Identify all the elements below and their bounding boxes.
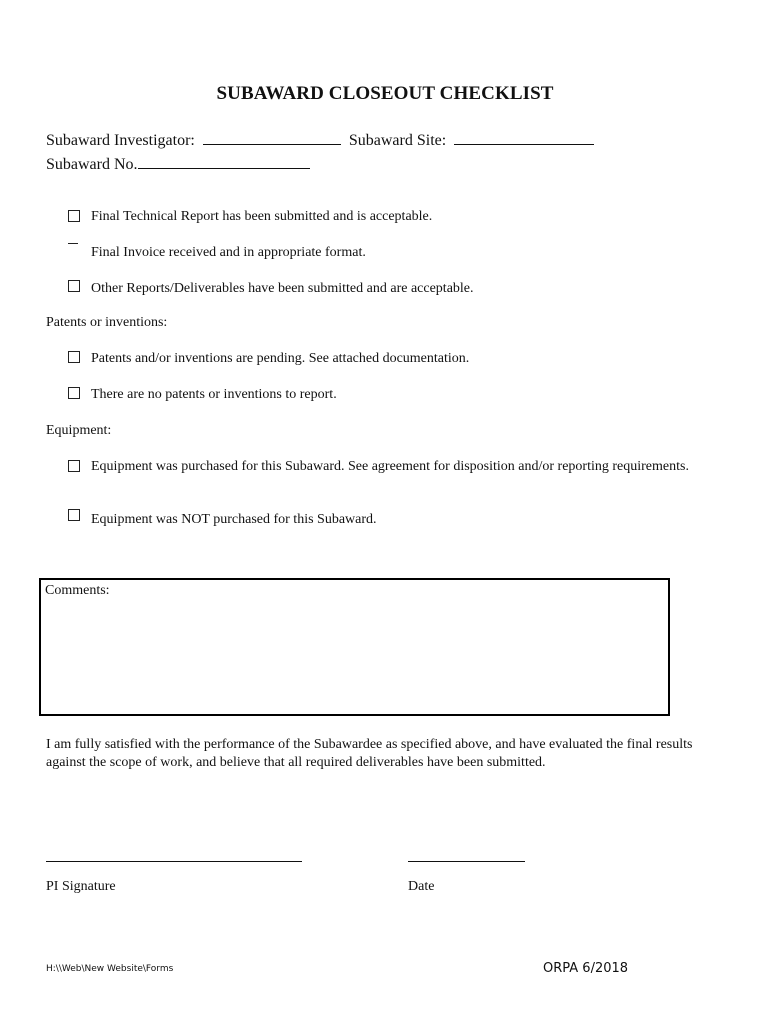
checklist-item-label: Final Technical Report has been submitted and is acceptable. xyxy=(91,209,433,224)
number-label: Subaward No. xyxy=(46,156,138,173)
page-title: SUBAWARD CLOSEOUT CHECKLIST xyxy=(216,83,554,104)
equipment-heading: Equipment: xyxy=(46,423,112,438)
date-line[interactable] xyxy=(408,861,525,862)
comments-label: Comments: xyxy=(45,583,110,598)
checklist-item-label: Patents and/or inventions are pending. See attached documentation. xyxy=(91,351,470,366)
checkbox-equipment-purchased[interactable] xyxy=(68,460,80,472)
footer-code: ORPA 6/2018 xyxy=(543,961,629,976)
checkbox-patents-pending[interactable] xyxy=(68,351,80,363)
number-field[interactable] xyxy=(138,154,310,169)
header-fields-row xyxy=(46,130,594,150)
certification-statement: I am fully satisfied with the performance of the Subawardee as specified above, and have evaluated the final results against the scope of work, and believe that all required deliverables have been submitted. xyxy=(46,737,693,770)
checkbox-other-reports[interactable] xyxy=(68,280,80,292)
checklist-item-label: Equipment was NOT purchased for this Subaward. xyxy=(91,512,377,527)
pi-signature-line[interactable] xyxy=(46,861,302,862)
comments-box[interactable] xyxy=(39,578,670,716)
investigator-label: Subaward Investigator: xyxy=(46,132,195,149)
site-field[interactable] xyxy=(454,130,594,145)
site-label: Subaward Site: xyxy=(348,132,447,149)
checkbox-final-invoice[interactable] xyxy=(68,243,78,244)
checkbox-final-technical-report[interactable] xyxy=(68,210,80,222)
checkbox-no-patents[interactable] xyxy=(68,387,80,399)
checklist-item-label: Other Reports/Deliverables have been submitted and are acceptable. xyxy=(91,281,474,296)
number-row xyxy=(46,154,310,174)
checklist-item-label: Equipment was purchased for this Subaward. See agreement for disposition and/or reporting requirements. xyxy=(91,459,689,474)
date-label: Date xyxy=(408,879,435,894)
patents-heading: Patents or inventions: xyxy=(46,315,168,330)
checklist-item-label: Final Invoice received and in appropriate format. xyxy=(91,245,366,260)
checklist-item-label: There are no patents or inventions to report. xyxy=(91,387,337,402)
checkbox-equipment-not-purchased[interactable] xyxy=(68,509,80,521)
footer-path: H:\\Web\New Website\Forms xyxy=(46,964,174,974)
investigator-field[interactable] xyxy=(203,130,341,145)
pi-signature-label: PI Signature xyxy=(46,879,116,894)
